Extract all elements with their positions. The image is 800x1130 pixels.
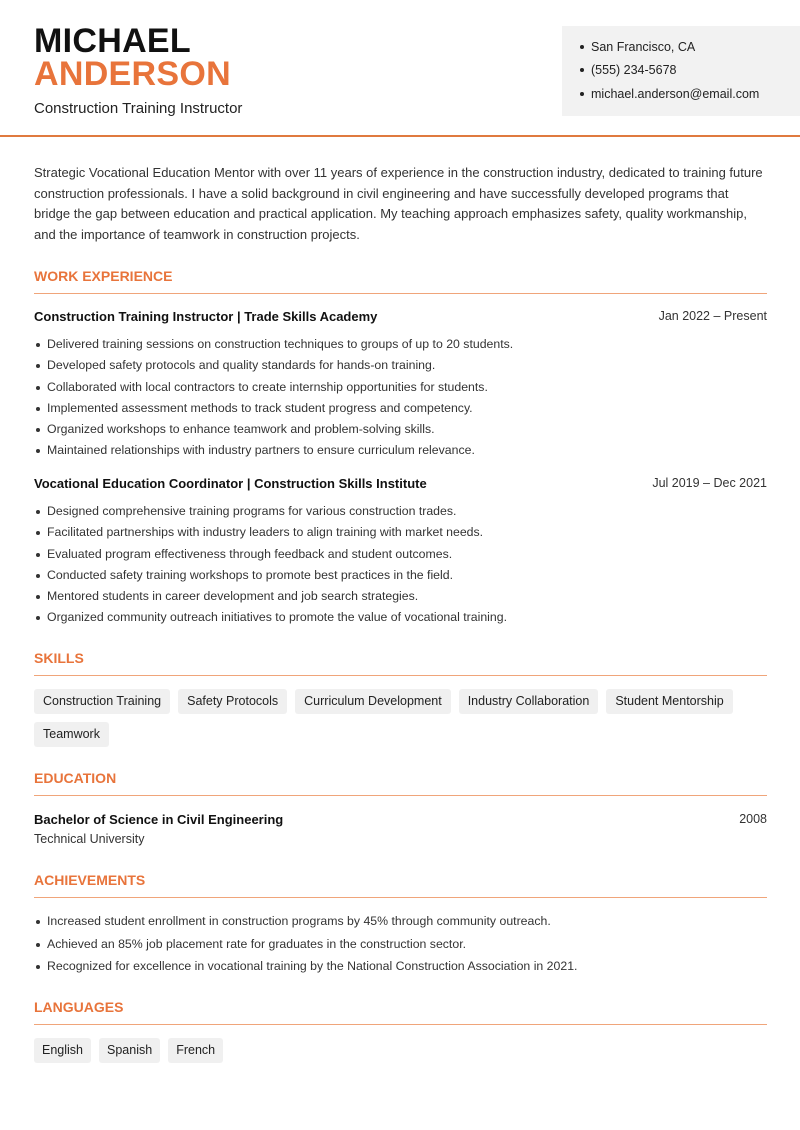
section-title-work: WORK EXPERIENCE [34, 268, 767, 294]
list-item: Organized community outreach initiatives to promote the value of vocational training. [34, 609, 767, 630]
first-name: MICHAEL [34, 22, 191, 60]
job-dates: Jul 2019 – Dec 2021 [652, 476, 767, 490]
job-bullets [34, 336, 767, 464]
list-item: Facilitated partnerships with industry leaders to align training with market needs. [34, 524, 767, 545]
skill-tag: Industry Collaboration [459, 689, 599, 714]
job-header [34, 476, 767, 491]
achievements-list [34, 913, 767, 981]
contact-phone [580, 63, 676, 77]
section-title-skills: SKILLS [34, 650, 767, 676]
list-item: Organized workshops to enhance teamwork and problem-solving skills. [34, 421, 767, 442]
languages-list [34, 1038, 767, 1063]
skills-list [34, 689, 767, 747]
section-title-achievements: ACHIEVEMENTS [34, 872, 767, 898]
list-item: Collaborated with local contractors to create internship opportunities for students. [34, 379, 767, 400]
location-text: San Francisco, CA [591, 40, 696, 54]
skill-tag: Construction Training [34, 689, 170, 714]
list-item: Developed safety protocols and quality standards for hands-on training. [34, 357, 767, 378]
bullet-icon [580, 92, 584, 96]
list-item: Maintained relationships with industry partners to ensure curriculum relevance. [34, 442, 767, 463]
job-role: Construction Training Instructor | Trade Skills Academy [34, 309, 378, 324]
job-dates: Jan 2022 – Present [658, 309, 767, 323]
list-item: Increased student enrollment in construction programs by 45% through community outreach. [34, 913, 767, 936]
job-header [34, 309, 767, 324]
list-item: Designed comprehensive training programs for various construction trades. [34, 503, 767, 524]
education-header [34, 812, 767, 827]
list-item: Delivered training sessions on construction techniques to groups of up to 20 students. [34, 336, 767, 357]
language-tag: English [34, 1038, 91, 1063]
school-name: Technical University [34, 832, 145, 846]
list-item: Implemented assessment methods to track student progress and competency. [34, 400, 767, 421]
skill-tag: Safety Protocols [178, 689, 287, 714]
list-item: Achieved an 85% job placement rate for graduates in the construction sector. [34, 936, 767, 959]
job-role: Vocational Education Coordinator | Construction Skills Institute [34, 476, 427, 491]
degree: Bachelor of Science in Civil Engineering [34, 812, 284, 827]
language-tag: French [168, 1038, 223, 1063]
contact-location [580, 40, 695, 54]
list-item: Recognized for excellence in vocational training by the National Construction Association in 2021. [34, 958, 767, 981]
phone-text: (555) 234-5678 [591, 63, 677, 77]
skill-tag: Student Mentorship [606, 689, 732, 714]
skill-tag: Curriculum Development [295, 689, 451, 714]
graduation-year: 2008 [739, 812, 767, 826]
list-item: Conducted safety training workshops to promote best practices in the field. [34, 567, 767, 588]
job-bullets [34, 503, 767, 631]
skill-tag: Teamwork [34, 722, 109, 747]
list-item: Evaluated program effectiveness through feedback and student outcomes. [34, 546, 767, 567]
section-title-education: EDUCATION [34, 770, 767, 796]
contact-box [562, 26, 800, 116]
list-item: Mentored students in career development and job search strategies. [34, 588, 767, 609]
summary-text: Strategic Vocational Education Mentor with over 11 years of experience in the construction industry, dedicated to training future construction professionals. I have a solid background in civil engineering and have successfully developed programs that bridge the gap between education and practical application. My teaching approach emphasizes safety, quality workmanship, and the importance of teamwork in construction projects. [34, 165, 763, 243]
section-title-languages: LANGUAGES [34, 999, 767, 1025]
contact-email[interactable] [580, 87, 759, 101]
job-title: Construction Training Instructor [34, 100, 243, 117]
email-link[interactable]: michael.anderson@email.com [591, 87, 760, 101]
resume-header [0, 0, 800, 137]
last-name: ANDERSON [34, 55, 231, 93]
bullet-icon [580, 68, 584, 72]
language-tag: Spanish [99, 1038, 160, 1063]
bullet-icon [580, 45, 584, 49]
